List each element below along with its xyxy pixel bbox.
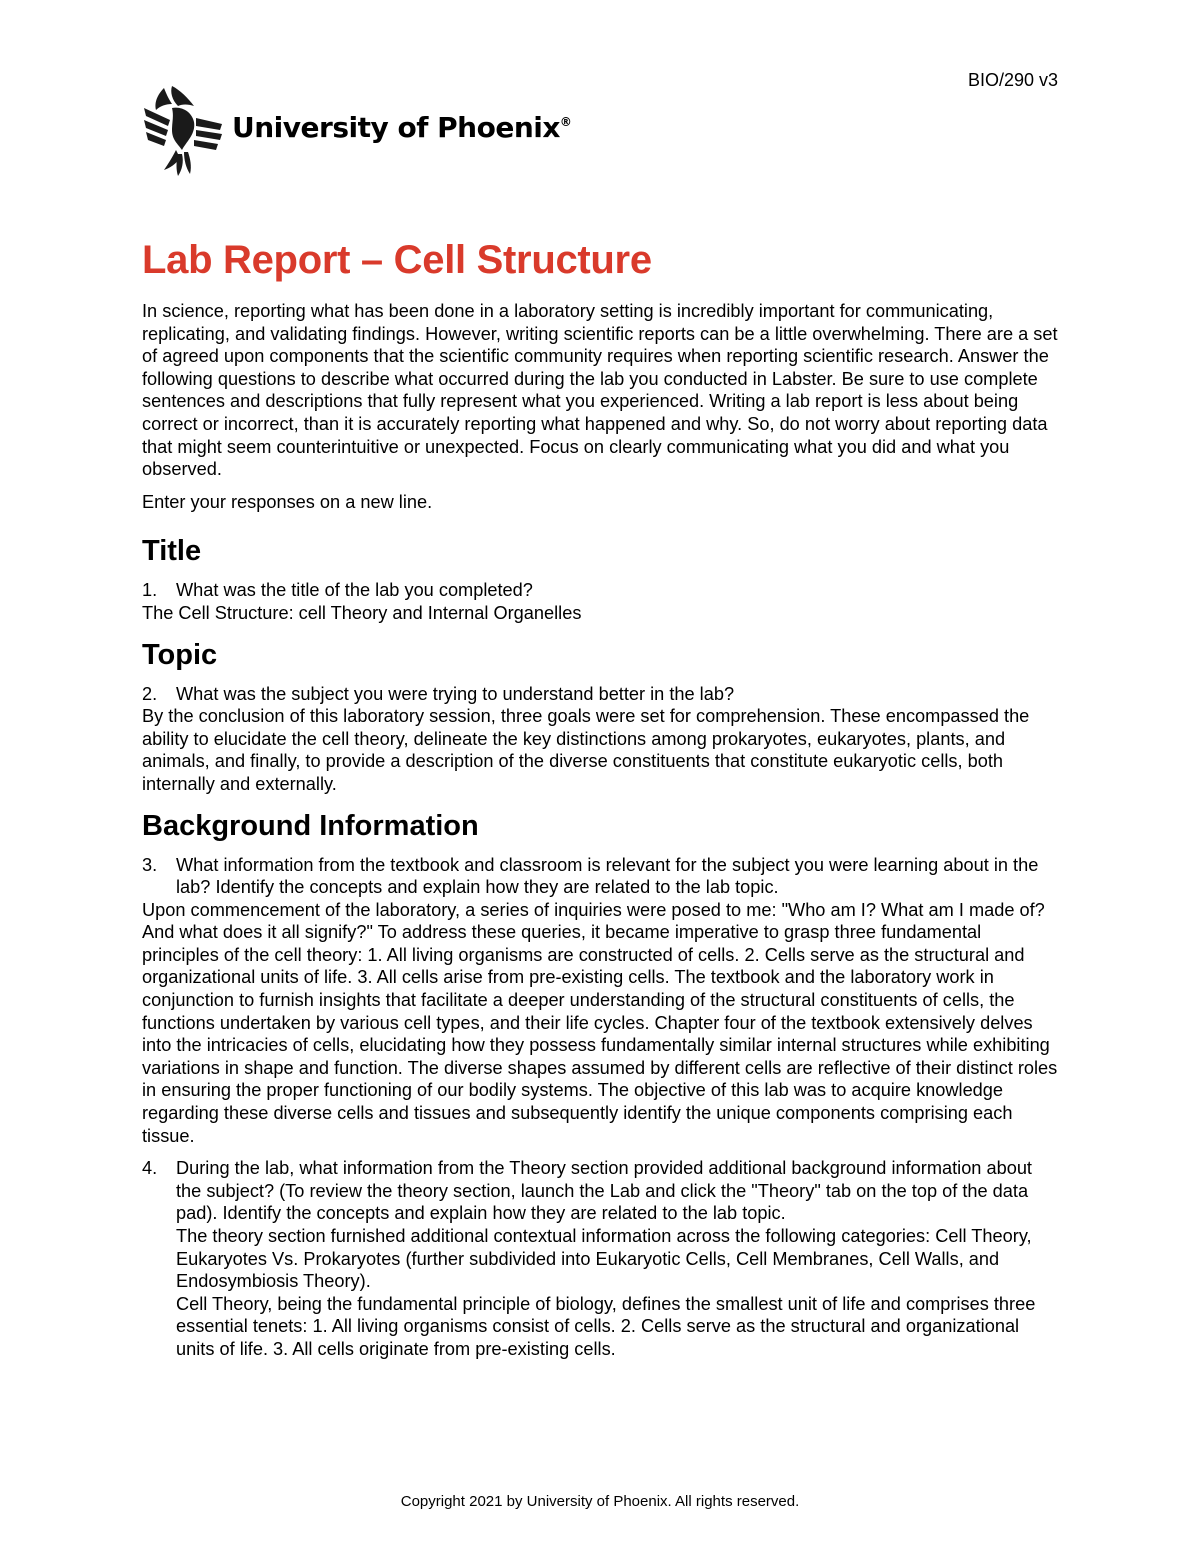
question-text: What was the subject you were trying to understand better in the lab? [176, 683, 735, 704]
question-text: What information from the textbook and classroom is relevant for the subject you were learning about in the lab? Identify the concepts and explain how they are related to the lab topic. [176, 854, 1039, 898]
document-body [142, 232, 1062, 1361]
answer-1: The Cell Structure: cell Theory and Internal Organelles [142, 602, 582, 623]
section-heading-title: Title [142, 535, 202, 568]
question-3 [142, 854, 1062, 899]
answer-3: Upon commencement of the laboratory, a series of inquiries were posed to me: "Who am I? What am I made of? And what does it all signify?" To address these queries, it became imperative to grasp three fundamental principles of the cell theory: 1. All living organisms are constructed of cells. 2. Cells serve as the structural and organizational units of life. 3. All cells arise from pre-existing cells. The textbook and the laboratory work in conjunction to furnish insights that facilitate a deeper understanding of the structural constituents of cells, the functions undertaken by various cell types, and their life cycles. Chapter four of the textbook extensively delves into the intricacies of cells, elucidating how they possess fundamentally similar internal structures while exhibiting variations in shape and function. The diverse shapes assumed by different cells are reflective of their distinct roles in ensuring the proper functioning of our bodily systems. The objective of this lab was to acquire knowledge regarding these diverse cells and tissues and subsequently identify the unique components comprising each tissue. [142, 899, 1058, 1146]
section-heading-topic: Topic [142, 638, 218, 671]
answer-4-paragraph-2: Cell Theory, being the fundamental principle of biology, defines the smallest unit of life and comprises three essential tenets: 1. All living organisms consist of cells. 2. Cells serve as the structural and organizational units of life. 3. All cells originate from pre-existing cells. [176, 1293, 1036, 1359]
question-number: 4. [142, 1158, 158, 1179]
question-number: 1. [142, 580, 158, 601]
question-text: What was the title of the lab you completed? [176, 580, 533, 601]
question-1 [142, 579, 1062, 602]
document-title: Lab Report – Cell Structure [142, 238, 652, 282]
intro-paragraph: In science, reporting what has been done in a laboratory setting is incredibly important for communicating, replicating, and validating findings. However, writing scientific reports can be a little overwhelming. There are a set of agreed upon components that the scientific community requires when reporting scientific research. Answer the following questions to describe what occurred during the lab you conducted in Labster. Be sure to use complete sentences and descriptions that fully represent what you experienced. Writing a lab report is less about being correct or incorrect, than it is accurately reporting what happened and why. So, do not worry about reporting data that might seem counterintuitive or unexpected. Focus on clearly communicating what you did and what you observed. [142, 301, 1058, 480]
answer-2: By the conclusion of this laboratory session, three goals were set for comprehension. These encompassed the ability to elucidate the cell theory, delineate the key distinctions among prokaryotes, eukaryotes, plants, and animals, and finally, to provide a description of the diverse constituents that constitute eukaryotic cells, both internally and externally. [142, 706, 1030, 794]
copyright-footer: Copyright 2021 by University of Phoenix. All rights reserved. [400, 1493, 800, 1510]
logo-text: University of Phoenix [232, 110, 560, 144]
question-number: 3. [142, 854, 158, 875]
instructions-line: Enter your responses on a new line. [142, 491, 433, 512]
course-code: BIO/290 v3 [967, 70, 1058, 90]
logo-wordmark [232, 111, 571, 144]
question-number: 2. [142, 683, 158, 704]
phoenix-icon [142, 84, 222, 176]
question-text: During the lab, what information from the Theory section provided additional background information about the subject? (To review the theory section, launch the Lab and click the "Theory" tab on the top of the data pad). Identify the concepts and explain how they are related to the lab topic. [176, 1158, 1032, 1224]
question-2 [142, 683, 1062, 706]
question-4 [142, 1157, 1062, 1225]
registered-mark: ® [559, 114, 572, 129]
section-heading-background: Background Information [142, 809, 479, 842]
answer-4-paragraph-1: The theory section furnished additional contextual information across the following categories: Cell Theory, Eukaryotes Vs. Prokaryotes (further subdivided into Eukaryotic Cells, Cell Membranes, Cell Walls, and Endosymbiosis Theory). [176, 1226, 1032, 1292]
university-logo [142, 84, 571, 176]
